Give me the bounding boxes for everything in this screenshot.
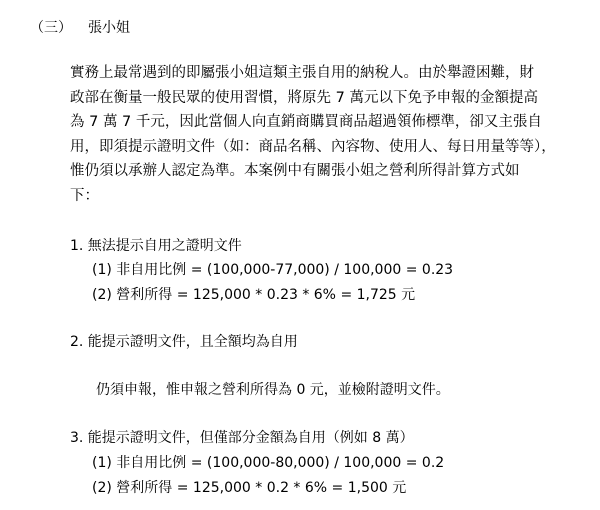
intro-line: 用，即須提示證明文件（如：商品名稱、內容物、使用人、每日用量等等）， <box>70 138 556 155</box>
case-1-line-1: (1) 非自用比例 = (100,000-77,000) / 100,000 = 0.23 <box>92 262 454 278</box>
intro-line: 政部在衡量一般民眾的使用習慣，將原先 7 萬元以下免予申報的金額提高 <box>70 89 538 106</box>
case-2-line-1: 仍須申報，惟申報之營利所得為 0 元，並檢附證明文件。 <box>96 382 450 398</box>
intro-line: 實務上最常遇到的即屬張小姐這類主張自用的納稅人。由於舉證困難，財 <box>70 65 534 81</box>
case-3-heading: 3. 能提示證明文件，但僅部分金額為自用（例如 8 萬） <box>70 430 414 446</box>
section-number: （三） <box>30 20 72 36</box>
intro-line: 為 7 萬 7 千元，因此當個人向直銷商購買商品超過領佈標準，卻又主張自 <box>70 114 542 130</box>
intro-line: 下： <box>70 187 99 204</box>
intro-line: 惟仍須以承辦人認定為準。本案例中有關張小姐之營利所得計算方式如 <box>70 163 520 179</box>
case-1-line-2: (2) 營利所得 = 125,000 * 0.23 * 6% = 1,725 元 <box>92 287 416 303</box>
case-2-heading: 2. 能提示證明文件，且全額均為自用 <box>70 334 298 350</box>
case-3-line-2: (2) 營利所得 = 125,000 * 0.2 * 6% = 1,500 元 <box>92 480 407 496</box>
case-1-heading: 1. 無法提示自用之證明文件 <box>70 238 242 254</box>
case-3-line-1: (1) 非自用比例 = (100,000-80,000) / 100,000 = 0.2 <box>92 455 445 471</box>
section-title: 張小姐 <box>88 20 130 36</box>
intro-paragraph <box>70 61 586 208</box>
